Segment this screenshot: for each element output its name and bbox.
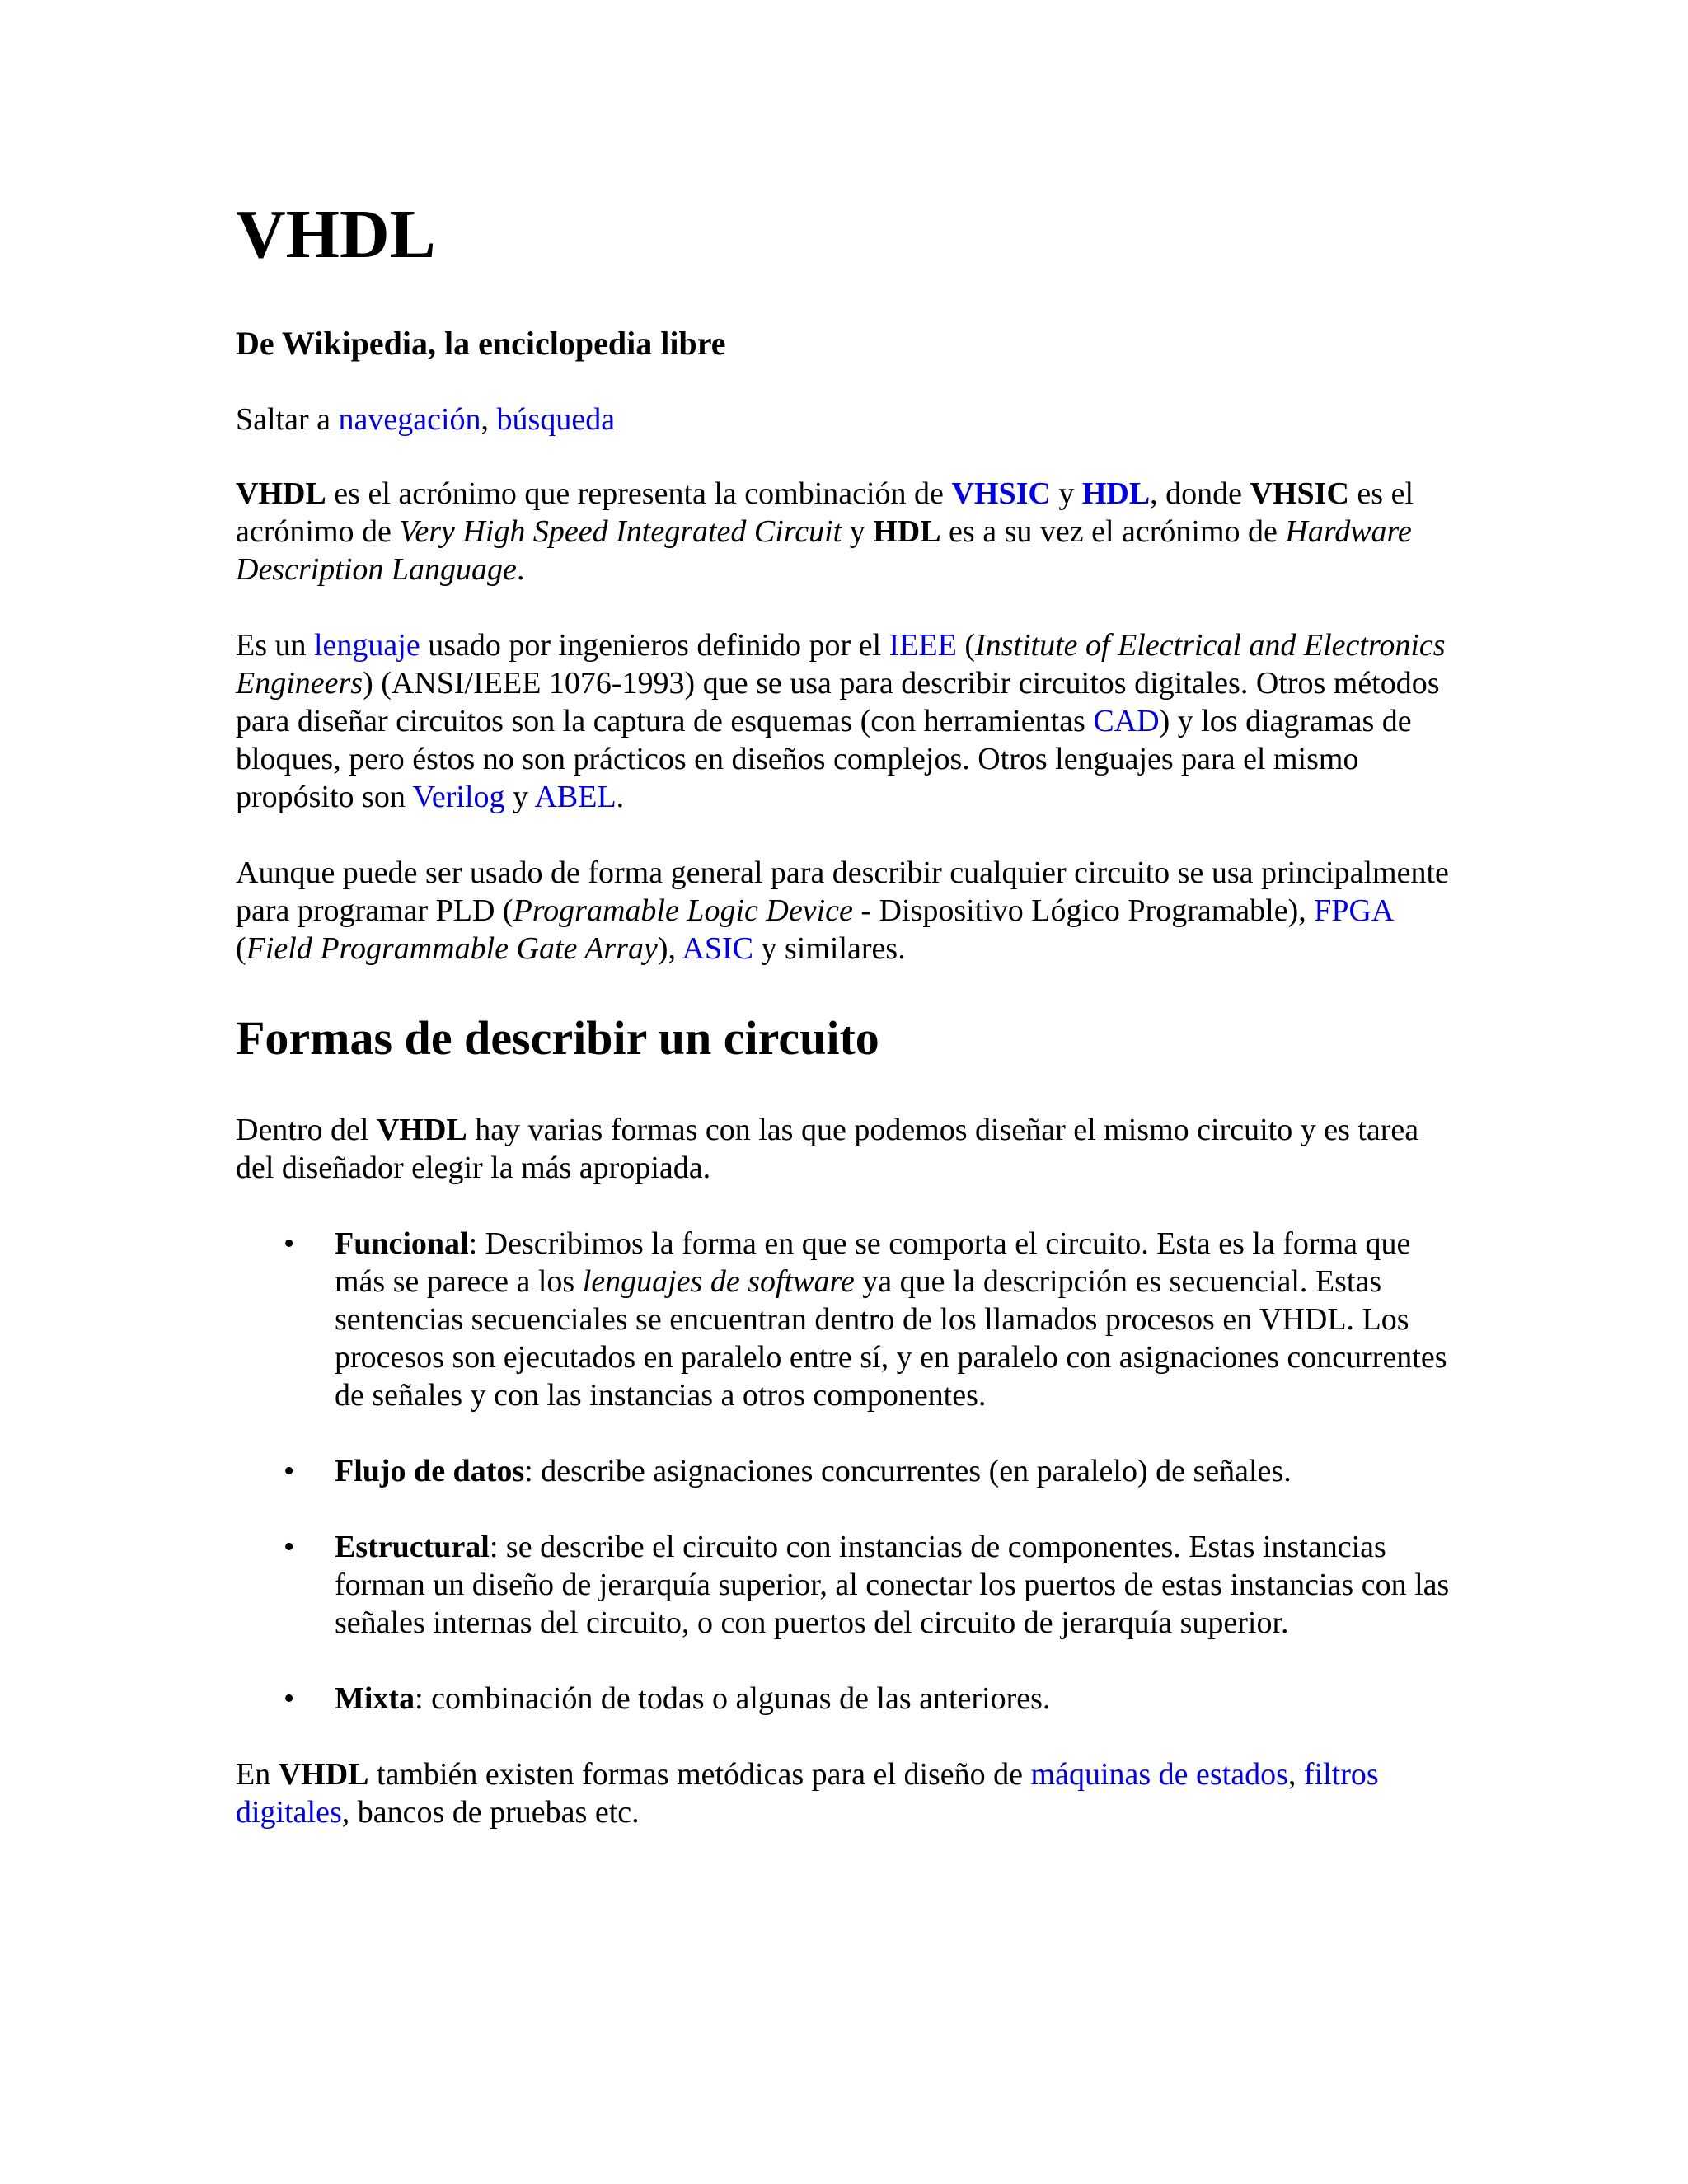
paragraph-text: también existen formas metódicas para el diseño de [368,1757,1031,1792]
jump-prefix: Saltar a [236,402,339,437]
hdl-link-label: HDL [1081,476,1151,511]
hdl-link[interactable] [1082,476,1150,511]
page-subtitle: De Wikipedia, la enciclopedia libre [236,325,726,362]
paragraph-text: Aunque puede ser usado de forma general para describir cualquier circuito se usa principalmente para programar PLD ( [236,855,1449,928]
digital-filters-link[interactable]: filtros digitales [236,1757,1379,1830]
asic-link[interactable]: ASIC [682,931,754,966]
paragraph-text: hay varias formas con las que podemos diseñar el mismo circuito y es tarea del diseñador elegir la más apropiada. [236,1113,1419,1185]
fpga-expansion: Field Programmable Gate Array [246,931,658,966]
closing-paragraph [236,1755,1456,1831]
state-machines-link[interactable]: máquinas de estados [1030,1757,1288,1792]
paragraph-text: usado por ingenieros definido por el [420,628,889,663]
pld-expansion: Programable Logic Device [513,893,853,928]
forms-list [236,1225,1456,1718]
section-heading: Formas de describir un circuito [236,1011,879,1065]
paragraph-text: ) (ANSI/IEEE 1076-1993) que se usa para describir circuitos digitales. Otros métodos para diseñar circuitos son la captura de esquemas (con herramientas [236,666,1440,738]
term-vhdl: VHDL [278,1757,369,1792]
list-item-term: Funcional [335,1226,469,1261]
intro-text: es a su vez el acrónimo de [940,514,1286,549]
vhsic-link-label: VHSIC [951,476,1051,511]
intro-text: es el acrónimo de [236,476,1414,549]
paragraph-text: - Dispositivo Lógico Programable), [852,893,1315,928]
term-vhdl: VHDL [236,476,326,511]
bullet-icon: • [284,1530,295,1564]
paragraph-text: ( [956,628,975,663]
verilog-link[interactable]: Verilog [412,780,505,814]
forms-intro-paragraph [236,1111,1456,1187]
jump-separator: , [481,402,497,437]
intro-text: es el acrónimo que representa la combinación de [326,476,952,511]
bullet-icon: • [284,1681,295,1716]
jump-links [236,401,1456,438]
usage-paragraph [236,854,1456,968]
intro-text: , donde [1150,476,1250,511]
list-item-emphasis: lenguajes de software [582,1264,855,1299]
list-item-text: : Describimos la forma en que se comporta el circuito. Esta es la forma que más se parece a los [335,1226,1411,1299]
article [236,190,1456,1831]
search-link[interactable]: búsqueda [496,402,616,437]
list-item-term: Estructural [335,1530,490,1564]
list-item [236,1528,1456,1642]
bullet-icon: • [284,1226,295,1261]
paragraph-text: En [236,1757,279,1792]
hdl-expansion: Hardware Description Language [236,514,1412,587]
ieee-link[interactable]: IEEE [889,628,957,663]
intro-text: y [842,514,874,549]
lenguaje-link[interactable]: lenguaje [314,628,420,663]
language-paragraph [236,626,1456,816]
abel-link[interactable]: ABEL [534,780,617,814]
intro-text: . [516,552,525,587]
paragraph-text: Es un [236,628,314,663]
paragraph-text: Dentro del [236,1113,377,1147]
list-item-term: Flujo de datos [335,1454,525,1488]
navigation-link[interactable]: navegación [338,402,481,437]
vhsic-expansion: Very High Speed Integrated Circuit [399,514,842,549]
paragraph-text: y similares. [753,931,906,966]
term-hdl: HDL [873,514,941,549]
intro-text: y [1050,476,1082,511]
paragraph-text: ( [236,931,246,966]
paragraph-text: ) y los diagramas de bloques, pero éstos no son prácticos en diseños complejos. Otros lenguajes para el mismo propósito son [236,704,1412,814]
paragraph-text: , [1287,1757,1304,1792]
intro-paragraph [236,475,1456,588]
bullet-icon: • [284,1454,295,1488]
list-item [236,1225,1456,1414]
paragraph-text: , bancos de pruebas etc. [341,1795,640,1830]
list-item-text: : describe asignaciones concurrentes (en paralelo) de señales. [524,1454,1292,1488]
list-item-text: : combinación de todas o algunas de las anteriores. [415,1681,1051,1716]
vhsic-link[interactable] [951,476,1050,511]
term-vhsic: VHSIC [1250,476,1349,511]
ieee-expansion: Institute of Electrical and Electronics Engineers [236,628,1446,701]
paragraph-text: y [504,780,535,814]
list-item-term: Mixta [335,1681,415,1716]
list-item-text: : se describe el circuito con instancias de componentes. Estas instancias forman un diseño de jerarquía superior, al conectar los puertos de estas instancias con las señales internas del circuito, o con puertos del circuito de jerarquía superior. [335,1530,1450,1640]
paragraph-text: ), [657,931,682,966]
page-title: VHDL [236,196,436,273]
cad-link[interactable]: CAD [1093,704,1160,738]
term-vhdl: VHDL [376,1113,467,1147]
list-item [236,1680,1456,1718]
fpga-link[interactable]: FPGA [1314,893,1393,928]
list-item-text: ya que la descripción es secuencial. Estas sentencias secuenciales se encuentran dentro de los llamados procesos en VHDL. Los procesos son ejecutados en paralelo entre sí, y en paralelo con asignaciones concurrentes de señales y con las instancias a otros componentes. [335,1264,1447,1413]
paragraph-text: . [616,780,625,814]
list-item [236,1452,1456,1490]
